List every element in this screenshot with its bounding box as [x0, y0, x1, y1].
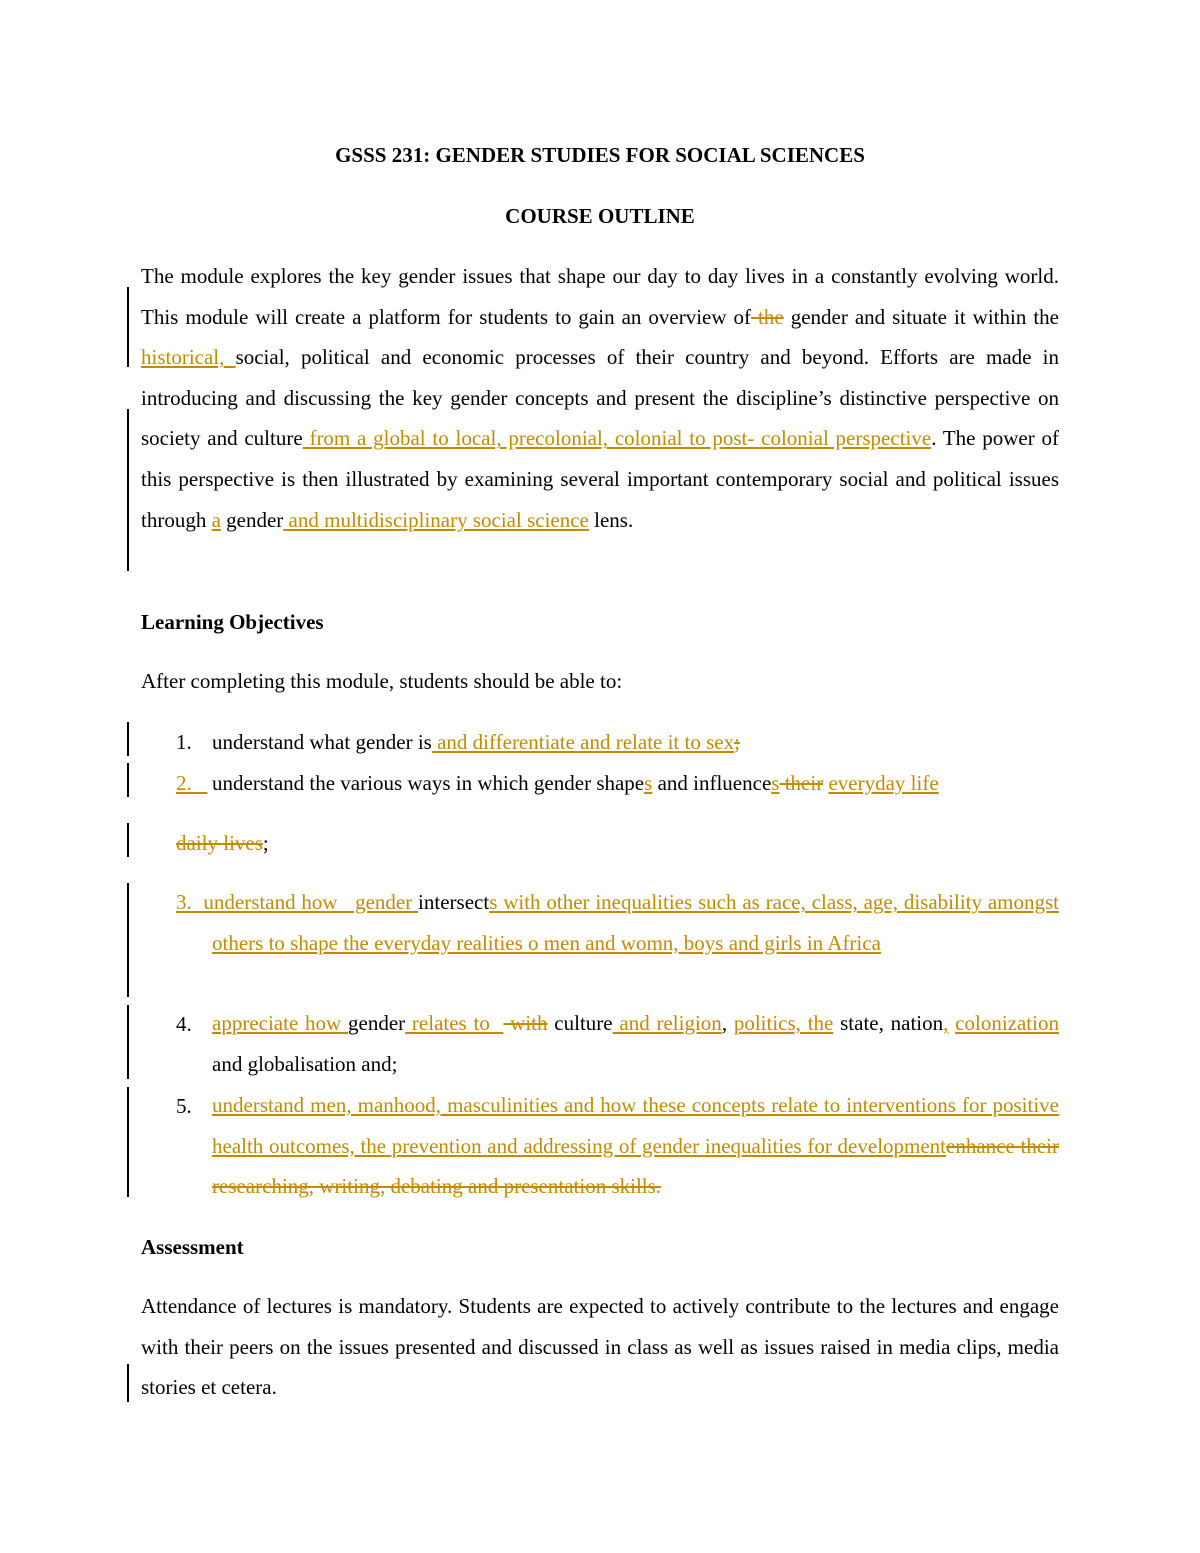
- list-number: 1.: [176, 730, 192, 754]
- objective-item-2: understand the various ways in which gender shapes and influences their everyday life: [212, 771, 939, 795]
- objective-item-4: appreciate how gender relates to with culture and religion, politics, the state, nation, colonization and globalisation and;: [212, 1011, 1059, 1076]
- objective-item-5: understand men, manhood, masculinities and how these concepts relate to interventions for positive health outcomes, the prevention and addressing of gender inequalities for developmentenhance their researching, writing, debating and presentation skills.: [212, 1093, 1059, 1199]
- assessment-heading: Assessment: [141, 1235, 244, 1259]
- objective-item-1: understand what gender is and differentiate and relate it to sex;: [212, 730, 740, 754]
- change-bar: [127, 722, 129, 756]
- objective-item-3: 3. understand how gender intersects with other inequalities such as race, class, age, disability amongst others to shape the everyday realities o men and womn, boys and girls in Africa: [176, 890, 1059, 955]
- list-number: 5.: [176, 1094, 192, 1118]
- change-bar: [127, 763, 129, 797]
- document-subtitle: COURSE OUTLINE: [505, 204, 695, 228]
- intro-paragraph: The module explores the key gender issues that shape our day to day lives in a constantly evolving world. This module will create a platform for students to gain an overview of the gender and situate it within the historical, social, political and economic processes of their country and beyond. Efforts are made in introducing and discussing the key gender concepts and present the discipline’s distinctive perspective on society and culture from a global to local, precolonial, colonial to post- colonial perspective. The power of this perspective is then illustrated by examining several important contemporary social and political issues through a gender and multidisciplinary social science lens.: [141, 264, 1060, 532]
- change-bar: [127, 823, 129, 857]
- objectives-lead: After completing this module, students should be able to:: [141, 669, 623, 693]
- change-bar: [127, 1364, 129, 1402]
- objectives-heading: Learning Objectives: [141, 610, 324, 634]
- assessment-paragraph: Attendance of lectures is mandatory. Students are expected to actively contribute to the lectures and engage with their peers on the issues presented and discussed in class as well as issues raised in media clips, media stories et cetera.: [141, 1294, 1059, 1400]
- document-title: GSSS 231: GENDER STUDIES FOR SOCIAL SCIENCES: [335, 143, 865, 167]
- list-number: 4.: [176, 1012, 192, 1036]
- change-bar: [127, 287, 129, 367]
- objective-item-2-continued: daily lives;: [176, 831, 269, 855]
- change-bar: [127, 883, 129, 997]
- change-bar: [127, 1087, 129, 1197]
- list-number: 2.: [176, 771, 192, 795]
- change-bar: [127, 409, 129, 571]
- change-bar: [127, 1005, 129, 1079]
